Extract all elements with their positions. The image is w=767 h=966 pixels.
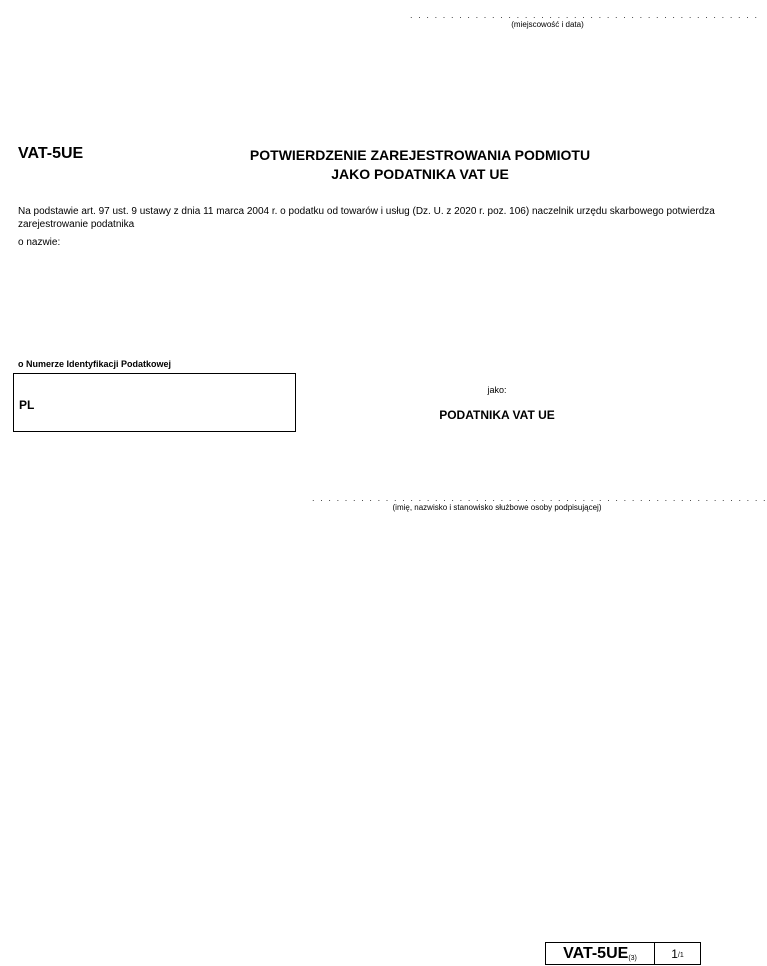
nip-box — [13, 373, 296, 432]
signature-caption: (imię, nazwisko i stanowisko służbowe osoby podpisującej) — [392, 503, 602, 512]
taxpayer-type: PODATNIKA VAT UE — [439, 408, 555, 422]
nip-label: o Numerze Identyfikacji Podatkowej — [18, 359, 172, 369]
nip-country-prefix: PL — [19, 398, 35, 412]
form-code: VAT-5UE — [18, 145, 84, 162]
footer-page-total: /1 — [677, 952, 684, 959]
place-date-caption: (miejscowość i data) — [511, 20, 584, 29]
form-title — [190, 146, 650, 184]
footer-form-version: (3) — [628, 955, 637, 962]
place-date-dotted-line: . . . . . . . . . . . . . . . . . . . . . . . . . . . . . . . . . . . . . . . . . . . — [410, 10, 759, 20]
footer-form-box — [545, 942, 701, 965]
footer-page-number: 1 — [671, 946, 678, 961]
registration-as-label: jako: — [487, 385, 507, 395]
footer-code-cell — [546, 943, 655, 964]
form-title-line-1: POTWIERDZENIE ZAREJESTROWANIA PODMIOTU — [249, 147, 591, 163]
legal-basis-text: Na podstawie art. 97 ust. 9 ustawy z dnia 11 marca 2004 r. o podatku od towarów i usług (Dz. U. z 2020 r. poz. 106) naczelnik urzędu skarbowego potwierdza zarejestrowanie podatnika — [18, 206, 715, 230]
footer-page-cell — [655, 943, 700, 964]
form-title-line-2: JAKO PODATNIKA VAT UE — [331, 166, 509, 182]
taxpayer-name-label: o nazwie: — [18, 237, 61, 248]
footer-form-code: VAT-5UE — [563, 944, 629, 962]
signature-dotted-line: . . . . . . . . . . . . . . . . . . . . . . . . . . . . . . . . . . . . . . . . . . . . . . . . . . . . . . . . — [312, 493, 767, 503]
